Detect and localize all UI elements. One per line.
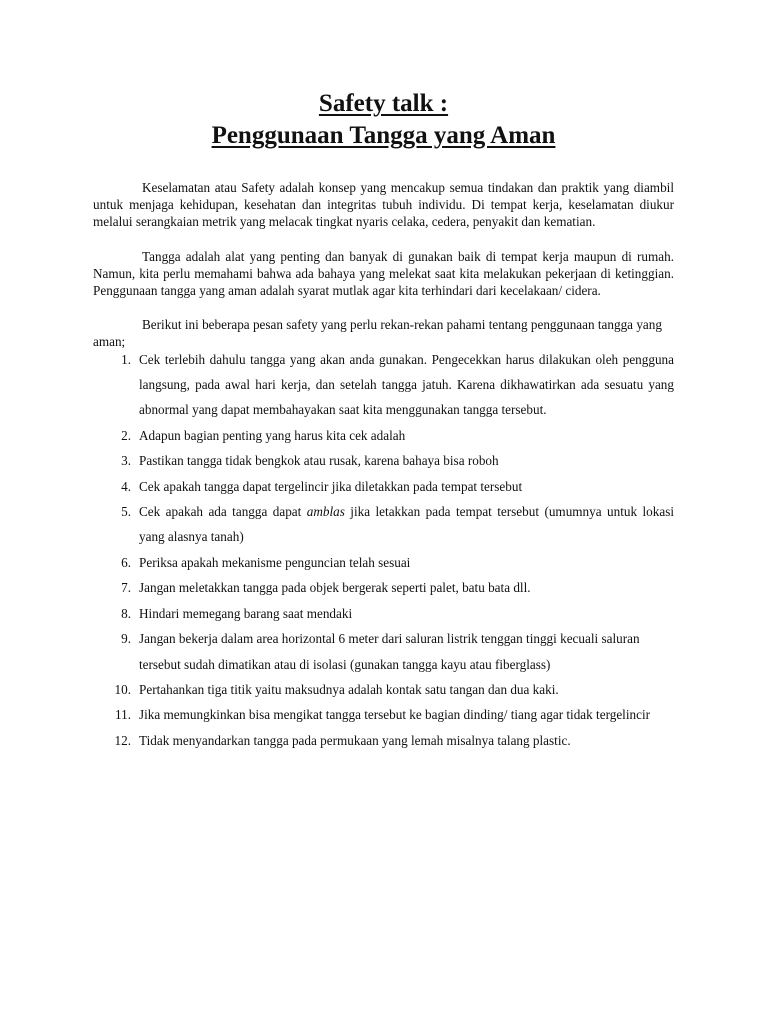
list-number: 2.: [121, 427, 131, 443]
list-text: Tidak menyandarkan tangga pada permukaan yang lemah misalnya talang plastic.: [139, 732, 571, 748]
document-title: [93, 88, 674, 152]
list-text: Adapun bagian penting yang harus kita cek adalah: [139, 427, 406, 443]
list-item: [93, 499, 674, 550]
paragraph-safety-definition: Keselamatan atau Safety adalah konsep yang mencakup semua tindakan dan praktik yang diambil untuk menjaga kehidupan, kesehatan dan integritas tubuh individu. Di tempat kerja, keselamatan diukur melalui serangkaian metrik yang melacak tingkat nyaris celaka, cedera, penyakit dan kematian.: [93, 180, 674, 230]
list-item: [93, 474, 674, 499]
list-text: Periksa apakah mekanisme penguncian telah sesuai: [139, 554, 411, 570]
list-number: 6.: [121, 554, 131, 570]
list-number: 9.: [121, 631, 131, 647]
list-number: 11.: [115, 707, 131, 723]
list-item: [93, 702, 674, 727]
list-text: Jangan bekerja dalam area horizontal 6 meter dari saluran listrik tenggan tinggi kecuali saluran tersebut sudah dimatikan atau di isolasi (gunakan tangga kayu atau fiberglass): [139, 631, 640, 672]
list-item: [93, 448, 674, 473]
list-text-italic: amblas: [306, 504, 345, 520]
list-text: Cek terlebih dahulu tangga yang akan anda gunakan. Pengecekkan harus dilakukan oleh pengguna langsung, pada awal hari kerja, dan setelah tangga jatuh. Karena dikhawatirkan ada sesuatu yang abnormal yang dapat membahayakan saat kita menggunakan tangga tersebut.: [139, 351, 674, 418]
list-item: [93, 728, 674, 753]
list-number: 5.: [121, 504, 131, 520]
list-item: [93, 550, 674, 575]
list-text: Jangan meletakkan tangga pada objek bergerak seperti palet, batu bata dll.: [139, 580, 531, 596]
paragraph-list-intro: Berikut ini beberapa pesan safety yang perlu rekan-rekan pahami tentang penggunaan tangga yang aman;: [93, 317, 662, 350]
list-item: [93, 347, 674, 423]
list-number: 12.: [114, 732, 131, 748]
list-text: Pertahankan tiga titik yaitu maksudnya adalah kontak satu tangan dan dua kaki.: [139, 681, 559, 697]
list-item: [93, 626, 674, 677]
list-item: [93, 575, 674, 600]
list-number: 1.: [121, 351, 131, 367]
title-line-2: Penggunaan Tangga yang Aman: [211, 122, 556, 149]
list-item: [93, 677, 674, 702]
paragraph-ladder-intro: Tangga adalah alat yang penting dan banyak di gunakan baik di tempat kerja maupun di rumah. Namun, kita perlu memahami bahwa ada bahaya yang melekat saat kita melakukan pekerjaan di ketinggian. Penggunaan tangga yang aman adalah syarat mutlak agar kita terhindari dari kecelakaan/ cidera.: [93, 248, 674, 299]
list-text-before: Cek apakah ada tangga dapat: [139, 504, 307, 520]
list-item: [93, 601, 674, 626]
list-number: 7.: [121, 580, 131, 596]
list-number: 3.: [121, 453, 131, 469]
list-text: Jika memungkinkan bisa mengikat tangga tersebut ke bagian dinding/ tiang agar tidak tergelincir: [139, 707, 650, 723]
list-item: [93, 423, 674, 448]
list-number: 4.: [121, 478, 131, 494]
title-line-1: Safety talk :: [318, 90, 449, 117]
list-text-after: jika letakkan pada tempat tersebut (umumnya untuk lokasi yang alasnya tanah): [139, 504, 674, 545]
document-page: [93, 88, 674, 753]
list-text: Cek apakah tangga dapat tergelincir jika diletakkan pada tempat tersebut: [139, 478, 523, 494]
safety-list: [93, 347, 674, 754]
list-text: Hindari memegang barang saat mendaki: [139, 605, 353, 621]
list-text: Pastikan tangga tidak bengkok atau rusak, karena bahaya bisa roboh: [139, 453, 499, 469]
list-number: 10.: [114, 681, 131, 697]
list-number: 8.: [121, 605, 131, 621]
